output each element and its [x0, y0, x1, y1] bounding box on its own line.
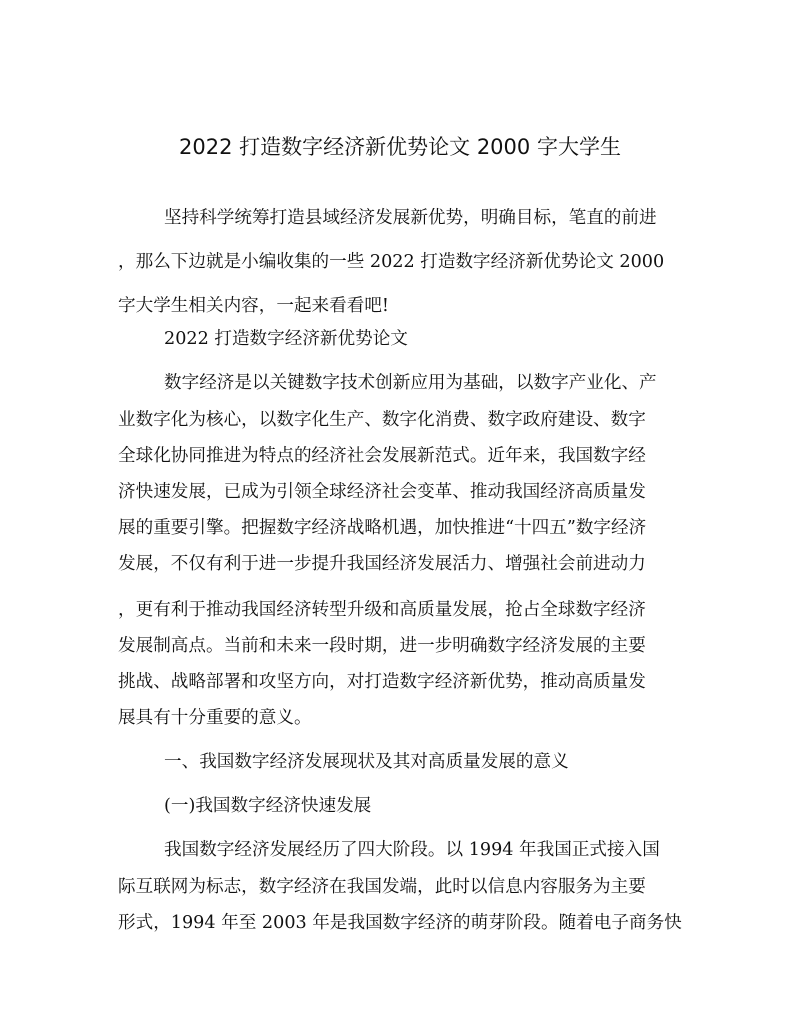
paragraph-line: 形式，1994 年至 2003 年是我国数字经济的萌芽阶段。随着电子商务快: [118, 913, 682, 933]
paragraph-line: 字大学生相关内容，一起来看看吧!: [118, 296, 389, 316]
paragraph-line: 发展制高点。当前和未来一段时期，进一步明确数字经济发展的主要: [118, 636, 646, 656]
paragraph-line: 展具有十分重要的意义。: [118, 708, 312, 728]
section-heading: 2022 打造数字经济新优势论文: [164, 329, 408, 349]
subsection-heading: (一)我国数字经济快速发展: [164, 796, 372, 816]
paragraph-line: 全球化协同推进为特点的经济社会发展新范式。近年来，我国数字经: [118, 446, 646, 466]
paragraph-line: 发展，不仅有利于进一步提升我国经济发展活力、增强社会前进动力: [118, 554, 646, 574]
paragraph-line: 挑战、战略部署和攻坚方向，对打造数字经济新优势，推动高质量发: [118, 672, 646, 692]
paragraph-line: ，更有利于推动我国经济转型升级和高质量发展，抢占全球数字经济: [118, 600, 646, 620]
paragraph-line: 展的重要引擎。把握数字经济战略机遇，加快推进“十四五”数字经济: [118, 518, 647, 538]
paragraph-line: 济快速发展，已成为引领全球经济社会变革、推动我国经济高质量发: [118, 482, 646, 502]
paragraph-line: 数字经济是以关键数字技术创新应用为基础，以数字产业化、产: [164, 373, 657, 393]
document-title: 2022 打造数字经济新优势论文 2000 字大学生: [179, 135, 621, 159]
paragraph-line: 坚持科学统筹打造县域经济发展新优势，明确目标，笔直的前进: [164, 208, 657, 228]
paragraph-line: ，那么下边就是小编收集的一些 2022 打造数字经济新优势论文 2000: [118, 252, 665, 272]
paragraph-line: 业数字化为核心，以数字化生产、数字化消费、数字政府建设、数字: [118, 410, 646, 430]
paragraph-line: 际互联网为标志，数字经济在我国发端，此时以信息内容服务为主要: [118, 877, 646, 897]
paragraph-line: 我国数字经济发展经历了四大阶段。以 1994 年我国正式接入国: [164, 840, 660, 860]
section-heading: 一、我国数字经济发展现状及其对高质量发展的意义: [164, 752, 569, 772]
